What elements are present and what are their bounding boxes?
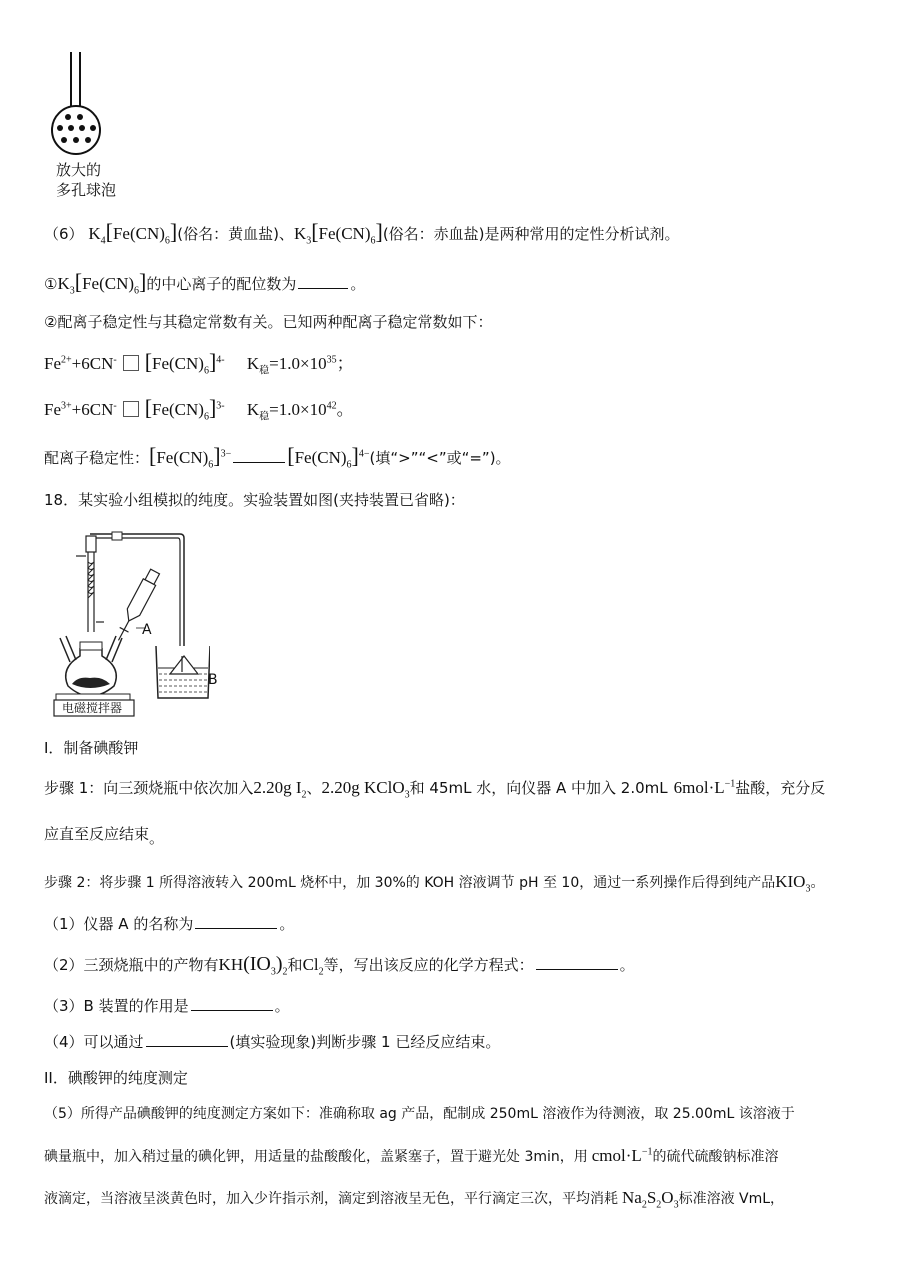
step1-line1: 步骤 1：向三颈烧瓶中依次加入2.20g $I_2$、2.20g KClO$_3$和 45mL 水，向仪器 A 中加入 2.0mL $6mol\cdot L^{-1}$盐酸，充分反 bbox=[44, 778, 826, 801]
part2-heading: II．碘酸钾的纯度测定 bbox=[44, 1069, 188, 1087]
part1-heading: I．制备碘酸钾 bbox=[44, 739, 139, 757]
answer-blank[interactable] bbox=[191, 996, 273, 1011]
question-4: （4）可以通过 (填实验现象)判断步骤 1 已经反应结束。 bbox=[44, 1033, 501, 1051]
step1-line2: 应直至反应结束。 bbox=[44, 825, 165, 847]
question-5-line1: （5）所得产品碘酸钾的纯度测定方案如下：准确称取 ag 产品，配制成 250mL 溶液作为待测液，取 25.00mL 该溶液于 bbox=[44, 1106, 795, 1122]
apparatus-figure bbox=[50, 522, 210, 718]
answer-blank[interactable] bbox=[536, 955, 618, 970]
answer-blank[interactable] bbox=[298, 274, 348, 289]
figure-caption: 放大的 多孔球泡 bbox=[56, 161, 117, 199]
question-2: （2）三颈烧瓶中的产物有$KH(IO_3)_2$和$Cl_2$等，写出该反应的化学方程式： 。 bbox=[44, 953, 635, 978]
question-1: （1）仪器 A 的名称为 。 bbox=[44, 915, 295, 933]
step2: 步骤 2：将步骤 1 所得溶液转入 200mL 烧杯中，加 30%的 KOH 溶液调节 pH 至 10，通过一系列操作后得到纯产品$KIO_3$。 bbox=[44, 872, 825, 895]
question-5-line3: 液滴定，当溶液呈淡黄色时，加入少许指示剂，滴定到溶液呈无色，平行滴定三次，平均消耗 $Na_2S_2O_3$标准溶液 VmL， bbox=[44, 1188, 785, 1211]
apparatus-label-b: B bbox=[208, 672, 218, 688]
porous-bubble-figure bbox=[40, 50, 140, 160]
q18-title: 18．某实验小组模拟的纯度。实验装置如图(夹持装置已省略)： bbox=[44, 491, 465, 509]
equilibrium-2: $Fe^{3+}+6CN^-$ $[Fe(CN)_6]^{3-}$ $K_稳=1.0\times 10^{42}$。 bbox=[44, 395, 354, 423]
equilibrium-arrow-icon bbox=[123, 401, 139, 417]
question-3: （3）B 装置的作用是 。 bbox=[44, 997, 290, 1015]
answer-blank[interactable] bbox=[146, 1032, 228, 1047]
answer-blank[interactable] bbox=[233, 448, 285, 463]
q6-sub1: $①K_3[Fe(CN)_6]$的中心离子的配位数为 。 bbox=[44, 269, 366, 297]
question-5-line2: 碘量瓶中，加入稍过量的碘化钾，用适量的盐酸酸化，盖紧塞子，置于避光处 3min，用 $cmol\cdot L^{-1}$的硫代硫酸钠标准溶 bbox=[44, 1146, 779, 1165]
q6-intro: （6） $K_4[Fe(CN)_6]$(俗名：黄血盐)、$K_3[Fe(CN)_6]$(俗名：赤血盐)是两种常用的定性分析试剂。 bbox=[44, 219, 680, 247]
answer-blank[interactable] bbox=[195, 914, 277, 929]
apparatus-label-a: A bbox=[142, 622, 152, 638]
q6-compare: 配离子稳定性：$[Fe(CN)_6]^{3-}$ $[Fe(CN)_6]^{4-}$(填“>”“<”或“=”)。 bbox=[44, 443, 511, 471]
stirrer-label: 电磁搅拌器 bbox=[62, 701, 123, 715]
q6-sub2: ②配离子稳定性与其稳定常数有关。已知两种配离子稳定常数如下： bbox=[44, 313, 493, 331]
equilibrium-arrow-icon bbox=[123, 355, 139, 371]
equilibrium-1: $Fe^{2+}+6CN^-$ $[Fe(CN)_6]^{4-}$ $K_稳=1.0\times 10^{35}$； bbox=[44, 349, 354, 377]
